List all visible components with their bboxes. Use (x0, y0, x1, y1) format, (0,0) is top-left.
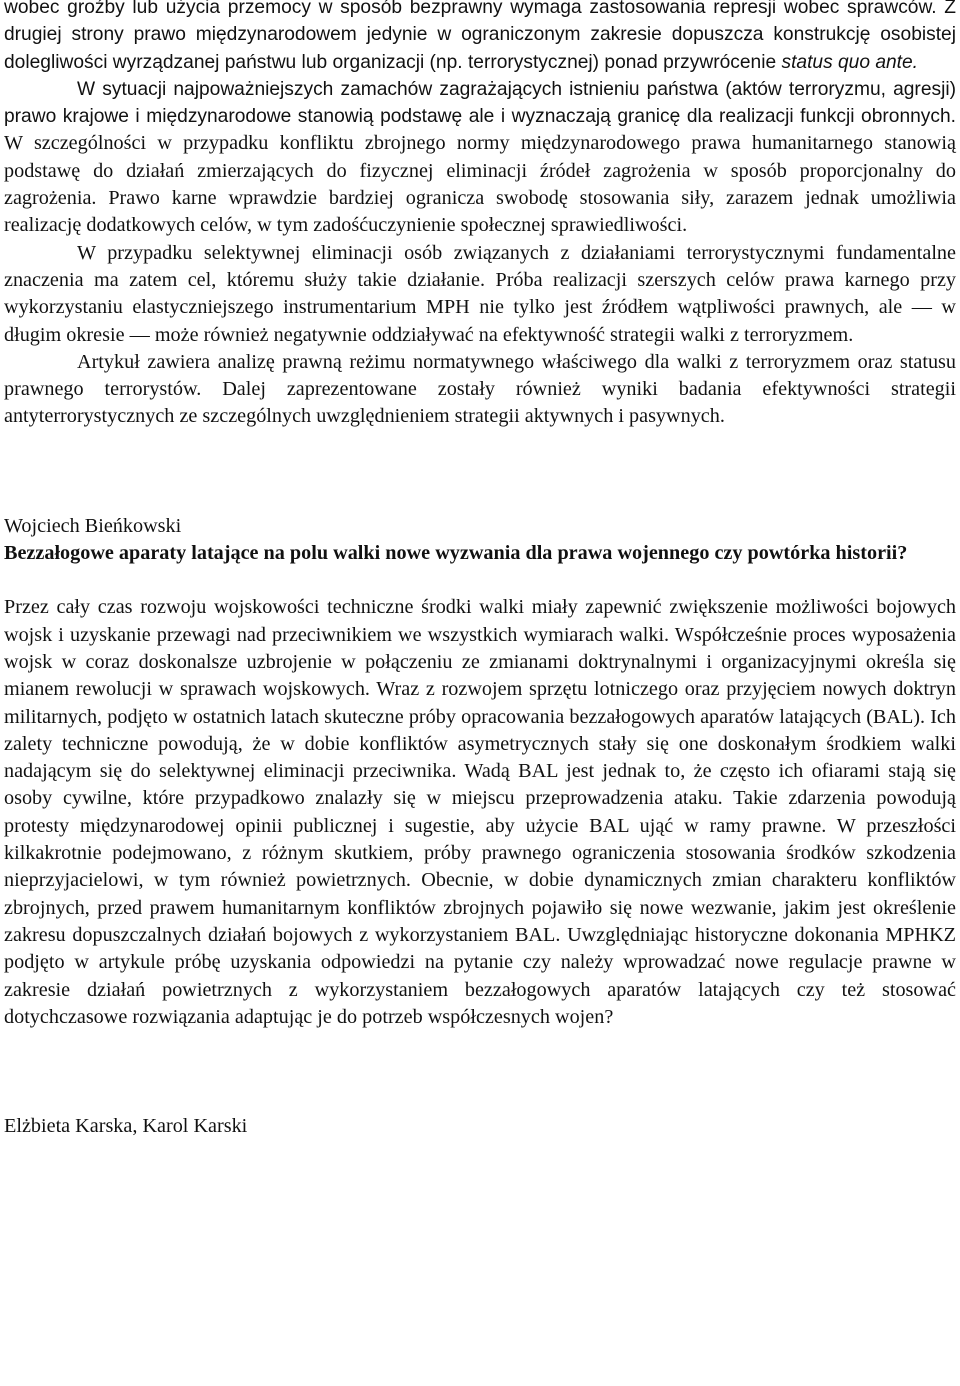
paragraph-1 (4, 0, 956, 76)
spacer (4, 1031, 956, 1113)
spacer (4, 431, 956, 513)
article-2-author: Wojciech Bieńkowski (4, 514, 182, 537)
paragraph-1-text: wobec groźby lub użycia przemocy w sposób bezprawny wymaga zastosowania represji wobec sprawców. Z drugiej strony prawo międzynarodowem jedynie w ograniczonym zakresie dopuszcza konstrukcję osobistej dolegliwości wyrządzanej państwu lub organizacji (np. terrorystycznej) ponad przywrócenie (4, 0, 956, 73)
paragraph-2-serif: W szczególności w przypadku konfliktu zbrojnego normy międzynarodowego prawa humanitarnego stanowią podstawę do działań zmierzających do fizycznej eliminacji źródeł zagrożenia w sposób proporcjonalny do zagrożenia. Prawo karne wprawdzie bardziej ogranicza swobodę stosowania siły, zarazem jednak umożliwia realizację dodatkowych celów, w tym zadośćuczynienie społecznej sprawiedliwości. (4, 132, 956, 237)
paragraph-2-sans: W sytuacji najpoważniejszych zamachów zagrażających istnieniu państwa (aktów terroryzmu, agresji) prawo krajowe i międzynarodowe stanowią podstawę ale i wyznaczają granicę dla realizacji funkcji obronnych. (4, 78, 956, 128)
article-2-title: Bezzałogowe aparaty latające na polu walki nowe wyzwania dla prawa wojennego czy powtórka historii? (4, 542, 908, 565)
article-2-abstract: Przez cały czas rozwoju wojskowości techniczne środki walki miały zapewnić zwiększenie możliwości bojowych wojsk i uzyskanie przewagi nad przeciwnikiem we wszystkich wymiarach walki. Współcześnie proces wyposażenia wojsk w coraz doskonalsze uzbrojenie w połączeniu ze zmianami doktrynalnymi i organizacyjnymi określa się mianem rewolucji w sprawach wojskowych. Wraz z rozwojem sprzętu lotniczego oraz przyjęciem nowych doktryn militarnych, podjęto w ostatnich latach skuteczne próby opracowania bezzałogowych aparatów latających (BAL). Ich zalety techniczne powodują, że w dobie konfliktów asymetrycznych stały się one doskonałym środkiem walki nadającym się do selektywnej eliminacji przeciwnika. Wadą BAL jest jednak to, że często ich ofiarami stają się osoby cywilne, które przypadkowo znalazły się w miejscu przeprowadzenia ataku. Takie zdarzenia powodują protesty międzynarodowej opinii publicznej i sugestie, aby użycie BAL ująć w ramy prawne. W przeszłości kilkakrotnie podejmowano, z różnym skutkiem, próby prawnego ograniczenia stosowania środków szkodzenia nieprzyjacielowi, w tym również powietrznych. Obecnie, w dobie dynamicznych zmian charakteru konfliktów zbrojnych, przed prawem humanitarnym konfliktów zbrojnych pojawiło się nowe wezwanie, jakim jest określenie zakresu dopuszczalnych działań bojowych z wykorzystaniem BAL. Uwzględniając historyczne dokonania MPHKZ podjęto w artykule próbę uzyskania odpowiedzi na pytanie czy należy wprowadzać nowe regulacje prawne w zakresie działań powietrznych z wykorzystaniem bezzałogowych aparatów latających czy też stosować dotychczasowe rozwiązania adaptując je do potrzeb współczesnych wojen? (4, 596, 956, 1028)
paragraph-2 (4, 76, 956, 240)
article-3-authors: Elżbieta Karska, Karol Karski (4, 1115, 248, 1138)
paragraph-1-italic: status quo ante. (781, 51, 919, 73)
paragraph-4: Artykuł zawiera analizę prawną reżimu normatywnego właściwego dla walki z terroryzmem oraz statusu prawnego terrorystów. Dalej zaprezentowane zostały również wyniki badania efektywności strategii antyterrorystycznych ze szczególnych uwzględnieniem strategii aktywnych i pasywnych. (4, 350, 956, 428)
spacer (4, 567, 956, 594)
paragraph-3: W przypadku selektywnej eliminacji osób związanych z działaniami terrorystycznymi fundamentalne znaczenia ma zatem cel, któremu służy takie działanie. Próba realizacji szerszych celów prawa karnego przy wykorzystaniu elastyczniejszego instrumentarium MPH nie tylko jest źródłem wątpliwości prawnych, ale — w długim okresie — może również negatywnie oddziaływać na efektywność strategii walki z terroryzmem. (4, 241, 956, 346)
document-page (4, 0, 956, 1140)
